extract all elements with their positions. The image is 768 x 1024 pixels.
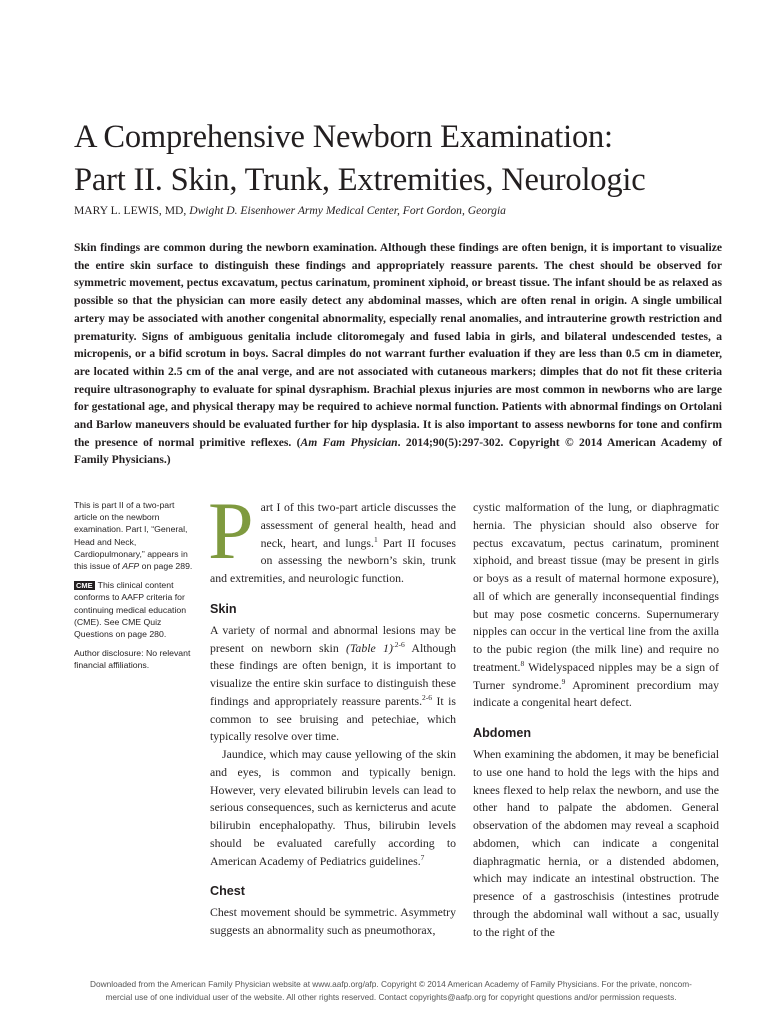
sidebar-part-note	[74, 499, 198, 572]
abstract-text: Skin findings are common during the newborn examination. Although these findings are often benign, it is important to visualize the entire skin surface to distinguish these findings and appropriately reassure parents. The chest should be observed for symmetric movement, pectus excavatum, pectus carinatum, prominent xiphoid, or breast tissue. The infant should be as relaxed as possible so that the physician can more easily detect any abdominal masses, which are often renal in origin. A single umbilical artery may be associated with another congenital abnormality, especially renal anomalies, and intrauterine growth restriction and prematurity. Signs of ambiguous genitalia include clitoromegaly and fused labia in girls, and bilateral undescended testes, a micropenis, or a bifid scrotum in boys. Sacral dimples do not warrant further evaluation if they are less than 0.5 cm in diameter, are located within 2.5 cm of the anal verge, and are not associated with cutaneous markers; dimples that do not fit these criteria require ultrasonography to evaluate for spinal dysraphism. Brachial plexus injuries are most common in newborns who are large for gestational age, and physical therapy may be required to achieve normal function. Patients with abnormal findings on Ortolani and Barlow maneuvers should be evaluated further for hip dysplasia. It is also important to assess newborns for tone and confirm the presence of normal primitive reflexes. (	[74, 241, 722, 449]
intro-text-2: Part II focuses on assessing the newborn’s skin, trunk and extremities, and neurologic function.	[210, 535, 456, 585]
cme-badge: CME	[76, 581, 93, 591]
skin-paragraph-1	[210, 622, 456, 746]
table-1-link[interactable]: (Table 1)	[346, 640, 393, 655]
chest-paragraph-1	[210, 904, 456, 940]
reference-sup: 9	[561, 676, 566, 686]
abdomen-heading: Abdomen	[473, 726, 532, 740]
abstract	[74, 239, 722, 469]
copyright-footer	[74, 978, 708, 1004]
title-line-2: Part II. Skin, Trunk, Extremities, Neurologic	[74, 162, 646, 198]
skin-text-3: It is common to see bruising and petechiae, which typically resolve over time.	[210, 693, 456, 744]
byline	[74, 204, 734, 217]
chest-text-2-cont: spaced nipples may be a sign of Turner syndrome.	[473, 659, 719, 692]
author-name: MARY L. LEWIS, MD,	[74, 204, 187, 217]
reference-sup: 8	[520, 658, 525, 668]
skin-heading: Skin	[210, 601, 237, 616]
abstract-journal: Am Fam Physician	[300, 435, 398, 449]
body-column-1	[208, 485, 456, 940]
footer-line-1: Downloaded from the American Family Physician website at www.aafp.org/afp. Copyright © 2014 American Academy of Family Physicians. For the private, noncom-	[90, 979, 692, 989]
abstract-citation: . 2014;90(5):297-302. Copyright © 2014 American Academy of Family Physicians.)	[74, 435, 722, 467]
skin-paragraph-2	[210, 746, 456, 870]
article-title	[74, 116, 734, 202]
author-affiliation: Dwight D. Eisenhower Army Medical Center, Fort Gordon, Georgia	[189, 204, 506, 217]
chest-heading: Chest	[210, 884, 245, 899]
sidebar-cme-note	[74, 579, 198, 640]
reference-sup: 2-6	[422, 692, 433, 702]
sidebar-journal-abbrev: AFP	[122, 561, 140, 572]
chest-text-cont: cystic malformation of the lung, or diaphragmatic hernia. The physician should also observe for pectus excavatum, pectus carinatum, prominent xiphoid, and breast tissue (may be present in girls or boys as a result of maternal hormone exposure), all of which are generally inconsequential findings but may pose cosmetic concerns. Supernumerary nipples can occur in the vertical line from the axilla to the pubic region (the milk line) and require no treatment.	[473, 500, 719, 674]
reference-sup: 7	[420, 852, 425, 862]
chest-text: Chest movement should be symmetric. Asymmetry suggests an abnormality such as pneumothorax,	[210, 905, 456, 937]
footer-line-2: mercial use of one individual user of the website. All other rights reserved. Contact copyrights@aafp.org for copyright questions and/or permission requests.	[105, 992, 677, 1002]
skin-text-2: Although these findings are often benign, it is important to visualize the entire skin surface to distinguish these findings and appropriately reassure parents.	[210, 640, 456, 708]
reference-sup: 1	[373, 534, 378, 544]
body-column-2	[473, 499, 719, 941]
intro-paragraph	[208, 485, 456, 588]
sidebar-part-note-text: This is part II of a two-part article on the newborn examination. Part I, “General, Head and Neck, Cardiopulmonary,” appears in this issue of	[74, 500, 188, 572]
sidebar-notes	[74, 499, 198, 679]
chest-text-2: Widely	[524, 659, 563, 674]
drop-cap: P	[208, 485, 254, 576]
sidebar-page-ref: on page 289.	[139, 561, 193, 572]
abdomen-paragraph-1: When examining the abdomen, it may be beneficial to use one hand to hold the legs with the hips and knees flexed to help relax the newborn, and use the other hand to palpate the abdomen. General observation of the abdomen may reveal a scaphoid abdomen, which can indicate a congenital diaphragmatic hernia, or a distended abdomen, which may indicate an intestinal obstruction. The presence of a gastroschisis (intestines protrude through the abdominal wall without a sac, usually to the right of the	[473, 747, 719, 939]
jaundice-text: Jaundice, which may cause yellowing of the skin and eyes, is common and typically benign. However, very elevated bilirubin levels can lead to serious consequences, such as kernicterus and acute bilirubin encephalopathy. Thus, bilirubin levels should be evaluated carefully according to American Academy of Pediatrics guidelines.	[210, 747, 456, 868]
intro-text: art I of this two-part article discusses the assessment of general health, head and neck, heart, and lungs.	[260, 500, 456, 550]
title-line-1: A Comprehensive Newborn Examination:	[74, 119, 613, 155]
chest-text-3-cont: prominent precordium may indicate a congenital heart defect.	[473, 677, 720, 710]
reference-sup: .2-6	[392, 639, 405, 649]
chest-paragraph-1-continued	[473, 499, 719, 712]
skin-text: A variety of normal and abnormal lesions may be present on newborn skin	[210, 622, 456, 655]
chest-text-3: A	[565, 677, 581, 692]
sidebar-disclosure: Author disclosure: No relevant financial affiliations.	[74, 648, 191, 671]
sidebar-cme-text: This clinical content conforms to AAFP criteria for continuing medical education (CME). See CME Quiz Questions on page 280.	[74, 580, 187, 640]
